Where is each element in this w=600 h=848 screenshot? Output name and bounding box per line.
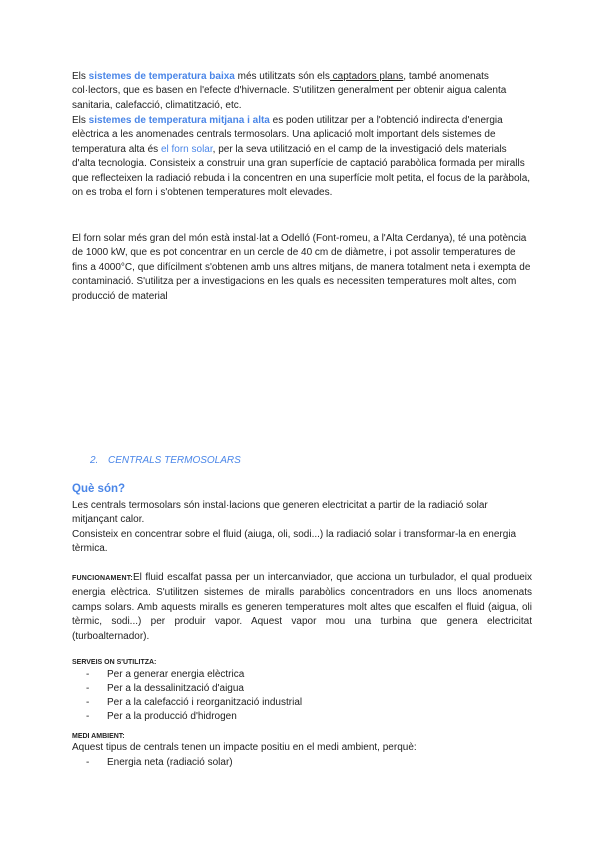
section-number: 2.: [90, 455, 99, 466]
text: es poden utilitzar per a l'obtenció indirecta d'energia elèctrica a les anomenades centrals termosolars. Una aplicació molt important dels sistemes de temperatura alta és: [72, 115, 503, 155]
operation-label: FUNCIONAMENT:: [72, 575, 133, 582]
paragraph-definition: Les centrals termosolars són instal·lacions que generen electricitat a partir de la radiació solar mitjançant calor.: [72, 500, 488, 526]
environment-label: MEDI AMBIENT:: [72, 733, 125, 740]
environment-list: [86, 756, 233, 770]
paragraph-environment: Aquest tipus de centrals tenen un impacte positiu en el medi ambient, perquè:: [72, 742, 417, 753]
list-item-text: Energia neta (radiació solar): [107, 757, 233, 768]
list-item-text: Per a la calefacció i reorganització industrial: [107, 697, 303, 708]
link-solar-furnace[interactable]: el forn solar: [160, 143, 213, 155]
dash: -: [86, 697, 90, 708]
text: Els: [72, 115, 89, 126]
list-item: [86, 668, 302, 682]
services-list: [86, 668, 302, 724]
link-medium-high-temperature[interactable]: sistemes de temperatura mitjana i alta: [88, 115, 270, 126]
text: més utilitzats són els: [234, 71, 330, 82]
list-item: [86, 710, 302, 724]
services-label: SERVEIS ON S'UTILITZA:: [72, 659, 157, 666]
list-item-text: Per a la producció d'hidrogen: [107, 711, 237, 722]
list-item: [86, 696, 302, 710]
section-title: CENTRALS TERMOSOLARS: [108, 455, 241, 466]
question-heading: Què són?: [72, 483, 126, 495]
link-flat-collectors[interactable]: captadors plans: [329, 71, 404, 82]
list-item-text: Per a la dessalinització d'aigua: [107, 683, 244, 694]
dash: -: [86, 711, 90, 722]
link-low-temperature[interactable]: sistemes de temperatura baixa: [88, 71, 235, 82]
dash: -: [86, 669, 90, 680]
paragraph-medium-high-temperature: [72, 114, 532, 200]
text: Els: [72, 71, 89, 82]
dash: -: [86, 757, 90, 768]
list-item: [86, 756, 233, 770]
text: , per la seva utilització en el camp de la investigació dels materials d'alta tecnologia. Consisteix a construir una gran superfície de captació parabòlica formada per miralls que reflecteixen la radiació rebuda i la concentren en una superfície molt petita, el focus de la paràbola, on es troba el forn i s'obtenen temperatures molt elevades.: [72, 143, 531, 199]
paragraph-low-temperature: [72, 70, 532, 113]
paragraph-odello-furnace: El forn solar més gran del món està instal·lat a Odelló (Font-romeu, a l'Alta Cerdanya), té una potència de 1000 kW, que es pot concentrar en un cercle de 40 cm de diàmetre, i pot assolir temperatures de fins a 4000°C, que difícilment s'obtenen amb uns altres mitjans, de manera totalment neta i exempta de contaminació. S'utilitza per a investigacions en les quals es necessiten temperatures molt altes, com producció de material: [72, 233, 531, 302]
list-item-text: Per a generar energia elèctrica: [107, 669, 245, 680]
operation-text: El fluid escalfat passa per un intercanviador, que acciona un turbulador, el qual produeix energia elèctrica. S'utilitzen sistemes de miralls parabòlics concentradors en uns llocs anomenats camps solars. Amb aquests miralls es generen temperatures molt altes que escalfen el fluid (aigua, oli tèrmic, sodi...) per produir vapor. Aquest vapor mou una turbina que genera electricitat (turboalternador).: [72, 572, 532, 642]
text: , també anomenats col·lectors, que es basen en l'efecte d'hivernacle. S'utilitzen generalment per obtenir aigua calenta sanitaria, calefacció, climatització, etc.: [72, 71, 507, 111]
section-heading: [90, 455, 241, 466]
paragraph-operation: [72, 571, 532, 644]
list-item: [86, 682, 302, 696]
paragraph-consists: Consisteix en concentrar sobre el fluid (aiuga, oli, sodi...) la radiació solar i transformar-la en energia tèrmica.: [72, 529, 517, 555]
dash: -: [86, 683, 90, 694]
